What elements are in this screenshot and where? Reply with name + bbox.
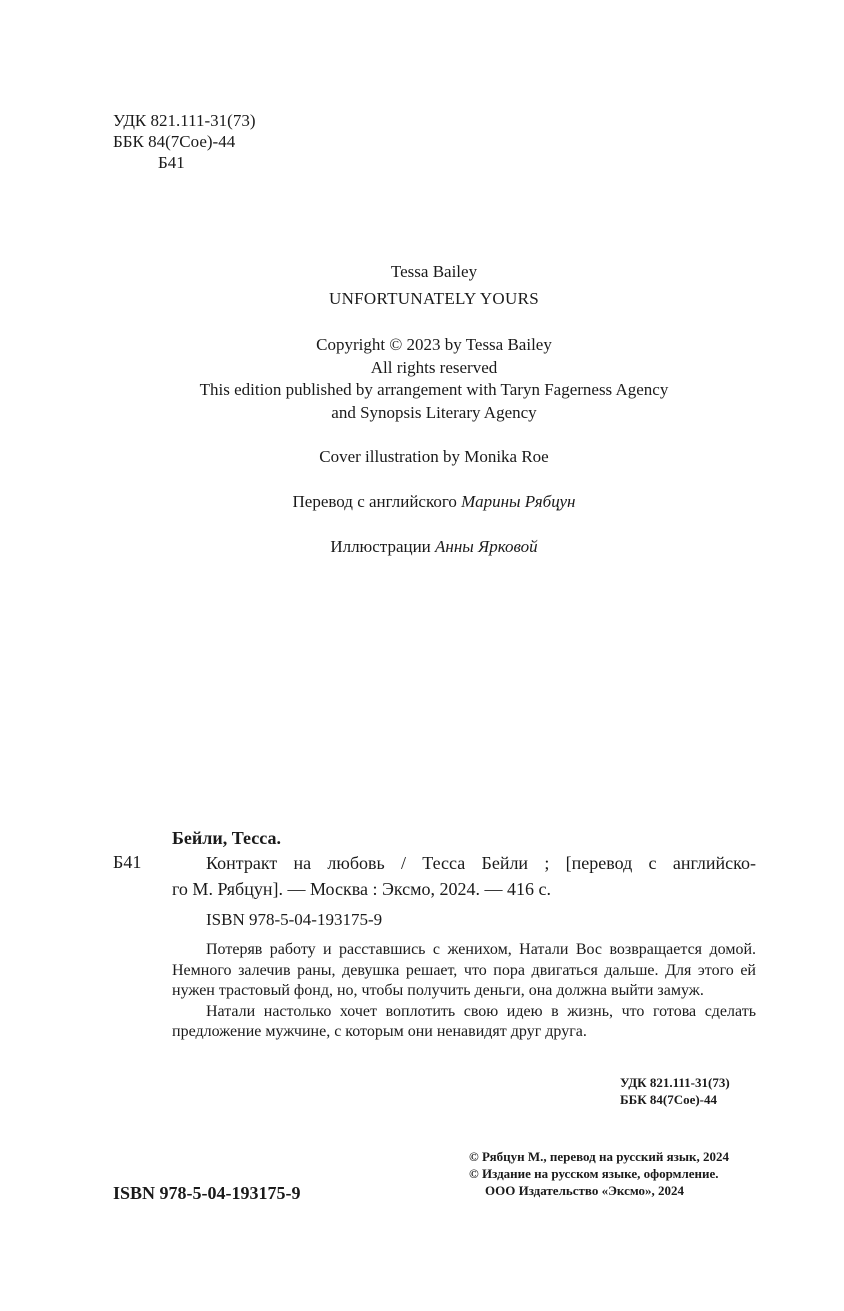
catalog-line: го М. Рябцун]. — Москва : Эксмо, 2024. — 416 с.	[172, 879, 552, 899]
catalog-codes	[620, 1074, 730, 1108]
annotation	[172, 940, 756, 1043]
catalog-description	[172, 850, 756, 902]
copyright-line: ООО Издательство «Эксмо», 2024	[485, 1183, 685, 1198]
author-mark: Б41	[158, 153, 185, 172]
bbk-code: ББК 84(7Сое)-44	[620, 1092, 718, 1107]
translator-name: Марины Рябцун	[461, 492, 576, 511]
udk-code: УДК 821.111-31(73)	[113, 111, 256, 130]
copyright-notice	[0, 334, 844, 424]
udk-code: УДК 821.111-31(73)	[620, 1075, 730, 1090]
illustrations-credit	[0, 537, 844, 557]
illustrator-name: Анны Ярковой	[435, 537, 538, 556]
copyright-line: This edition published by arrangement with Taryn Fagerness Agency	[199, 380, 669, 399]
copyright-line: Copyright © 2023 by Tessa Bailey	[316, 335, 552, 354]
original-author: Tessa Bailey	[390, 262, 478, 281]
copyright-line: All rights reserved	[370, 357, 498, 377]
publisher-copyright	[469, 1148, 729, 1199]
translation-label: Перевод с английского	[292, 492, 457, 511]
bbk-code: ББК 84(7Сое)-44	[113, 132, 236, 151]
copyright-line: © Рябцун М., перевод на русский язык, 2024	[469, 1149, 730, 1164]
catalog-isbn: ISBN 978-5-04-193175-9	[206, 910, 383, 929]
illustrations-label: Иллюстрации	[330, 537, 431, 556]
cover-credit: Cover illustration by Monika Roe	[319, 447, 549, 466]
copyright-line: and Synopsis Literary Agency	[331, 402, 537, 422]
annotation-paragraph: Потеряв работу и расставшись с женихом, Натали Вос возвращается домой. Немного залечив раны, девушка решает, что пора двигаться дальше. Для этого ей нужен трастовый фонд, но, чтобы получить деньги, она должна выйти замуж.	[172, 941, 756, 999]
catalog-author-mark: Б41	[113, 852, 142, 872]
copyright-line: © Издание на русском языке, оформление.	[469, 1166, 719, 1181]
catalog-heading: Бейли, Тесса.	[172, 828, 281, 848]
annotation-paragraph: Натали настолько хочет воплотить свою идею в жизнь, что готова сделать предложение мужчине, с которым они ненавидят друг друга.	[172, 1002, 756, 1040]
classification-block	[113, 110, 255, 173]
original-title: UNFORTUNATELY YOURS	[329, 289, 539, 308]
isbn: ISBN 978-5-04-193175-9	[113, 1183, 301, 1203]
catalog-line: Контракт на любовь / Тесса Бейли ; [перевод с английско-	[206, 853, 756, 873]
translation-credit	[0, 492, 844, 512]
